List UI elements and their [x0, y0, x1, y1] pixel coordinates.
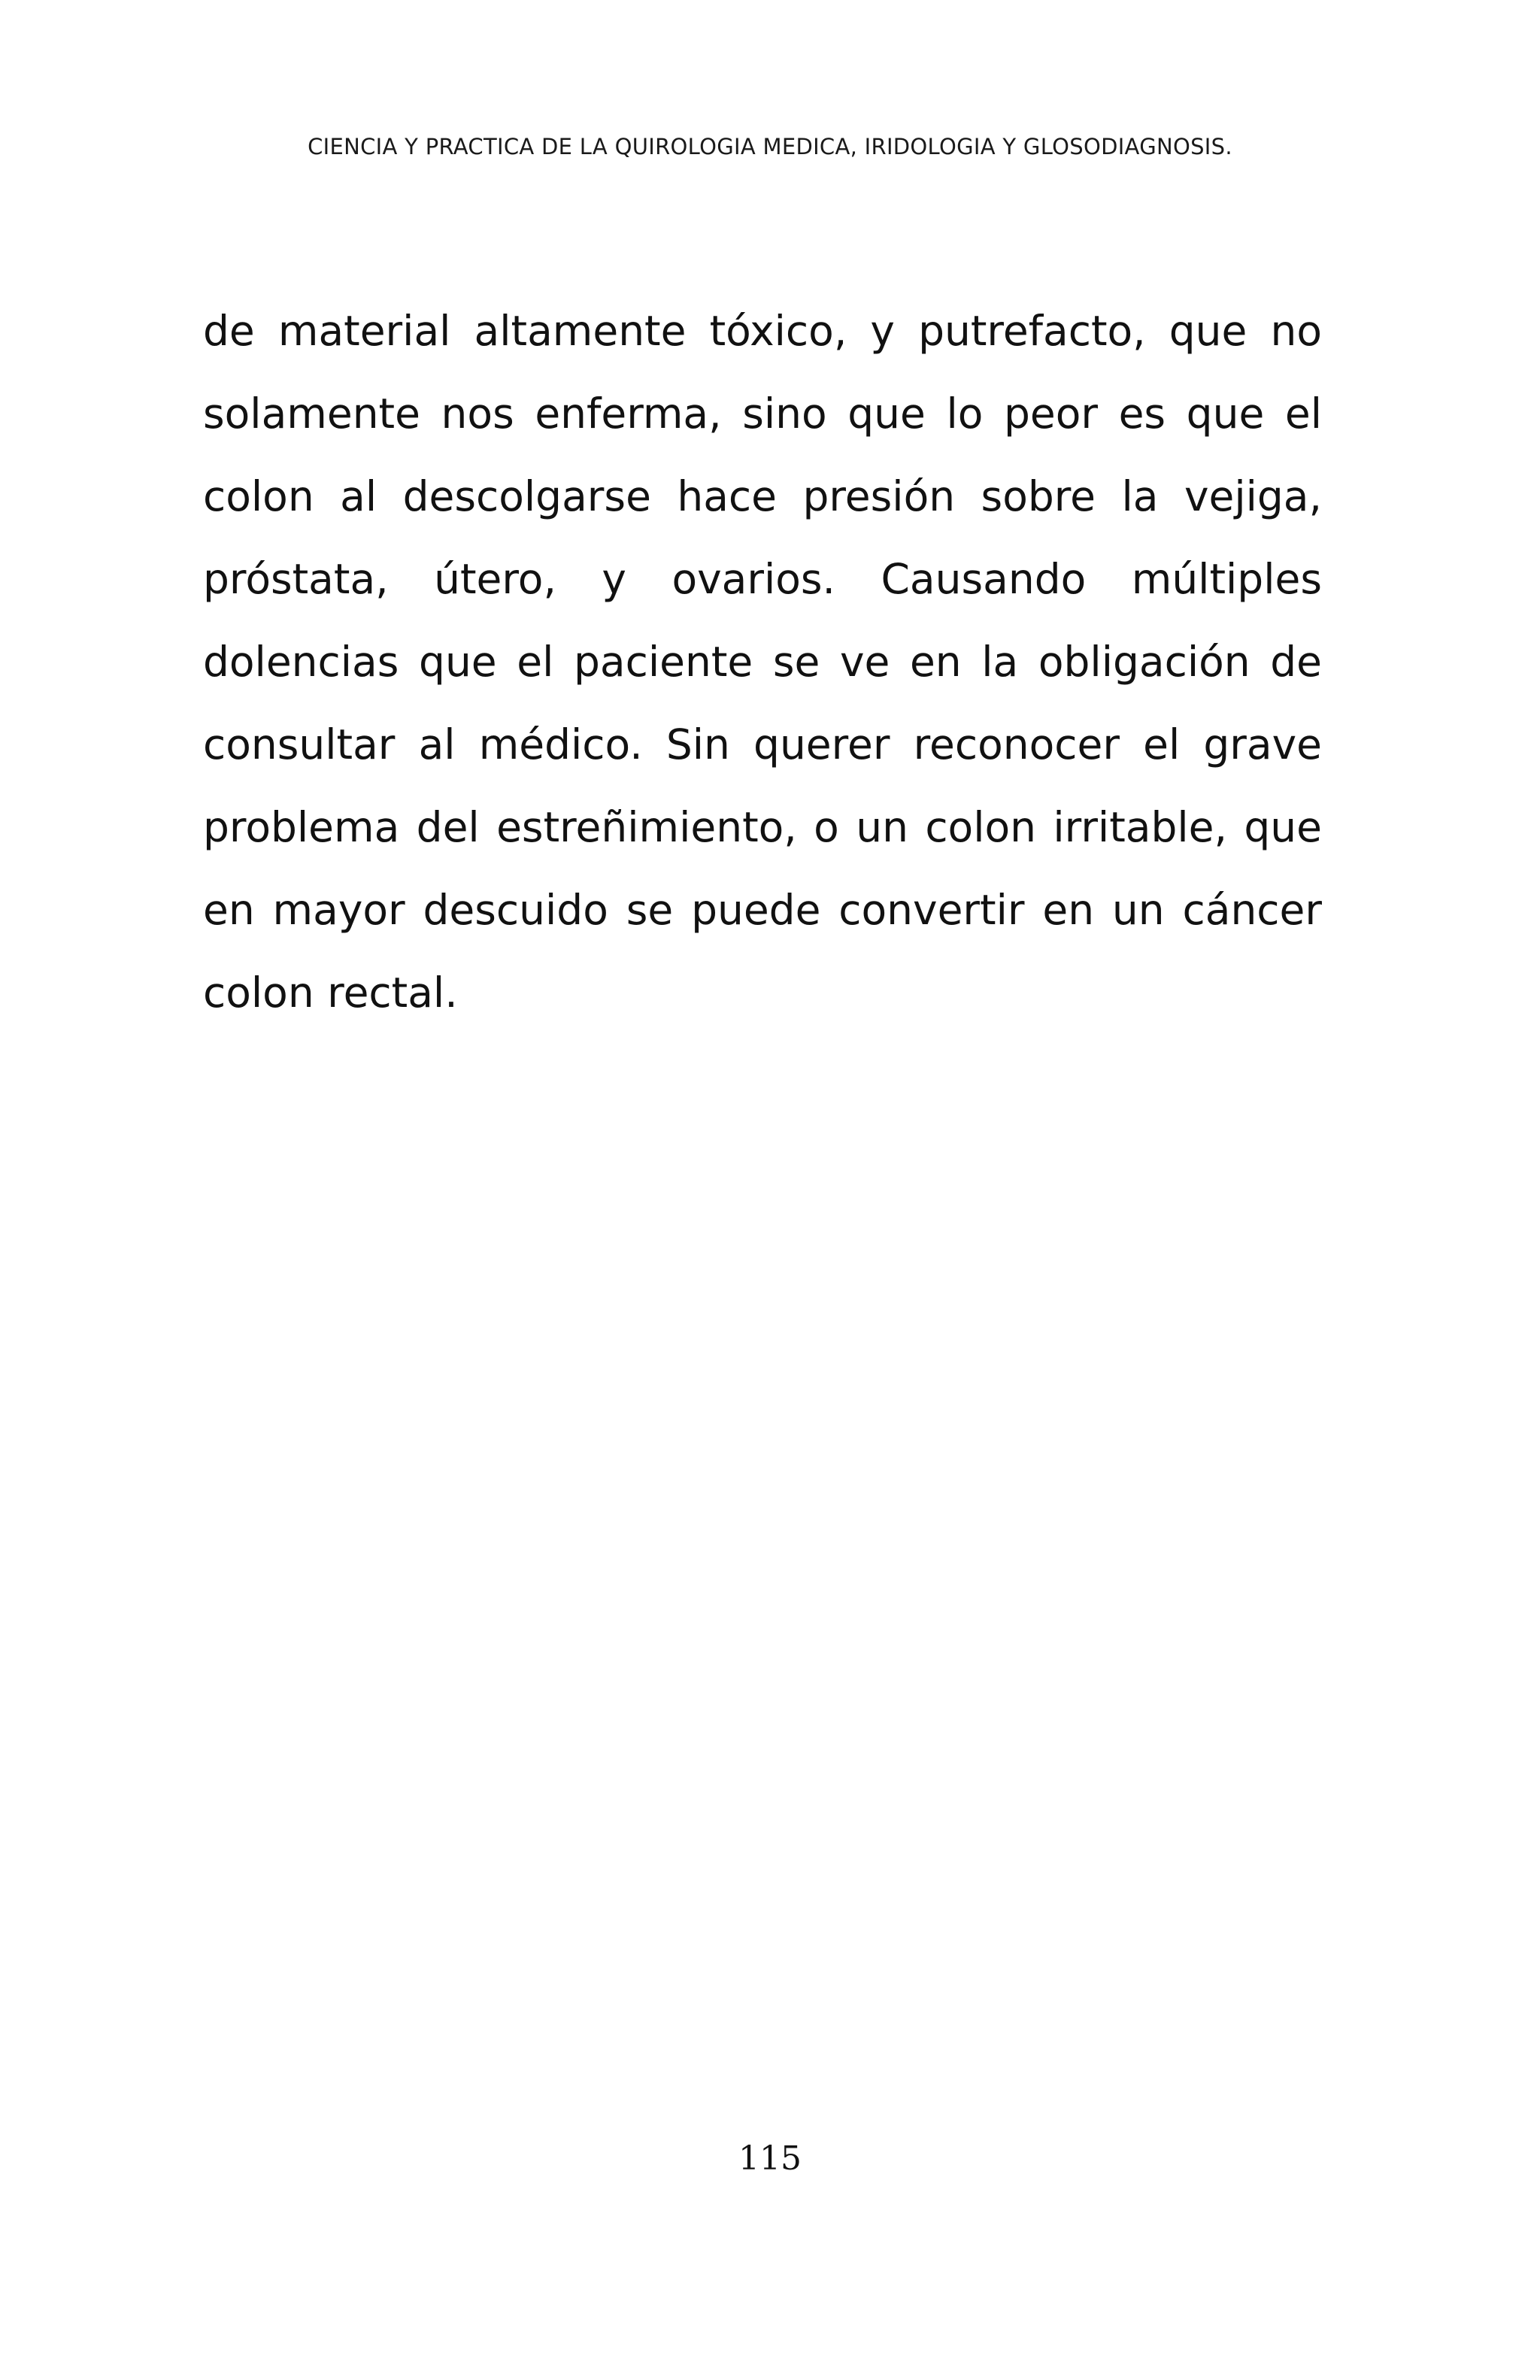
text-line: colon rectal.: [203, 969, 458, 1017]
page-number: 115: [738, 2139, 802, 2178]
text-line: colon al descolgarse hace presión sobre la vejiga,: [203, 472, 1322, 520]
text-line: consultar al médico. Sin querer reconocer el grave: [203, 720, 1322, 769]
text-line: problema del estreñimiento, o un colon irritable, que: [203, 803, 1322, 851]
body-paragraph: [203, 290, 1322, 1034]
text-line: dolencias que el paciente se ve en la obligación de: [203, 638, 1322, 686]
text-line: solamente nos enferma, sino que lo peor es que el: [203, 390, 1322, 438]
text-line: en mayor descuido se puede convertir en un cáncer: [203, 886, 1322, 934]
running-header: CIENCIA Y PRACTICA DE LA QUIROLOGIA MEDICA, IRIDOLOGIA Y GLOSODIAGNOSIS.: [308, 134, 1232, 159]
text-line: próstata, útero, y ovarios. Causando múltiples: [203, 555, 1322, 603]
text-line: de material altamente tóxico, y putrefacto, que no: [203, 307, 1322, 355]
